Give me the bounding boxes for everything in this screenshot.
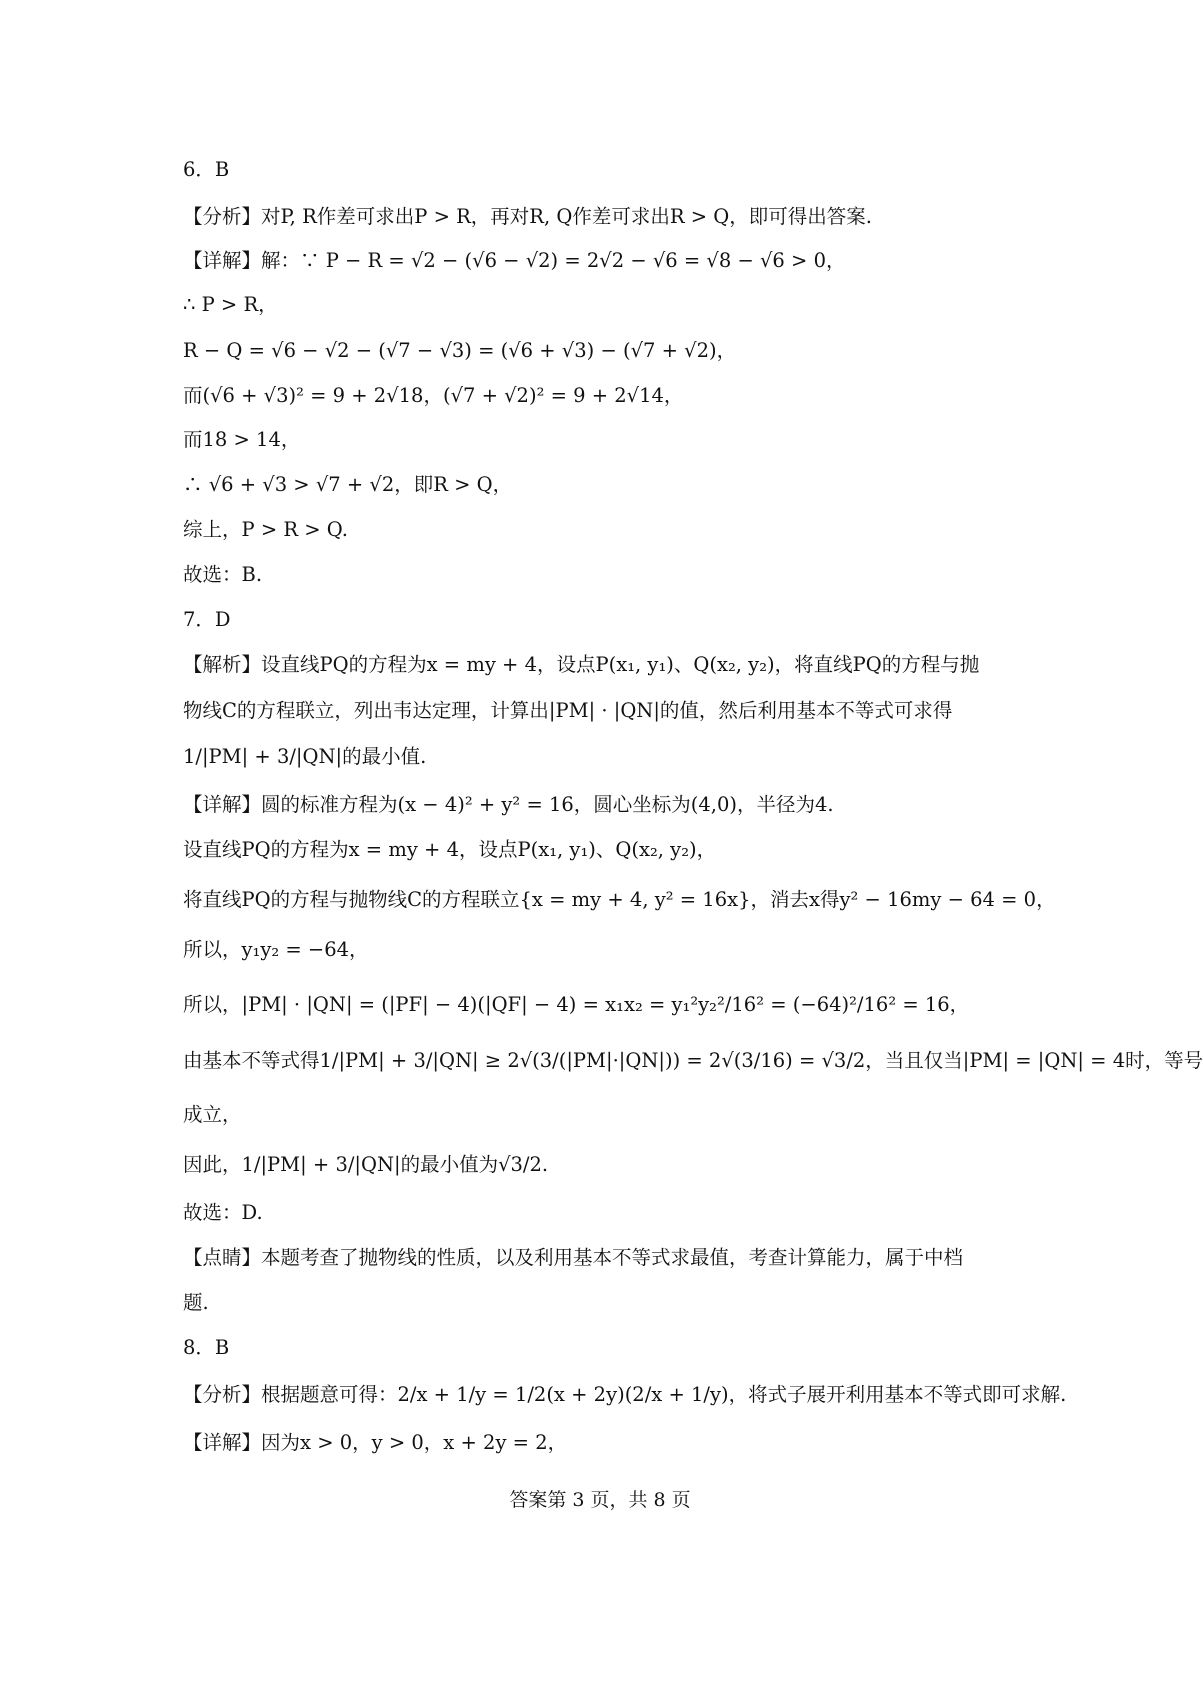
answer-heading-8: 8．B bbox=[183, 1336, 230, 1359]
page-footer: 答案第 3 页，共 8 页 bbox=[509, 1489, 691, 1511]
detail-line-7-5: 所以，|PM| · |QN| = (|PF| − 4)(|QF| − 4) = x₁x₂ = y₁²y₂²/16² = (−64)²/16² = 16， bbox=[183, 993, 970, 1016]
comment-line-7-1: 【点睛】本题考查了抛物线的性质，以及利用基本不等式求最值，考查计算能力，属于中档 bbox=[183, 1246, 964, 1269]
analysis-paragraph-6: 【分析】对P, R作差可求出P > R，再对R, Q作差可求出R > Q，即可得出答案. bbox=[183, 205, 872, 228]
summary-line-6: 综上，P > R > Q. bbox=[183, 518, 348, 541]
detail-line-6-3: R − Q = √6 − √2 − (√7 − √3) = (√6 + √3) − (√7 + √2)， bbox=[183, 339, 737, 362]
analysis-line-7-3: 1/|PM| + 3/|QN|的最小值. bbox=[183, 745, 427, 768]
answer-heading-7: 7．D bbox=[183, 608, 231, 631]
answer-heading-6: 6．B bbox=[183, 158, 230, 181]
detail-line-7-7: 成立， bbox=[183, 1103, 242, 1126]
detail-line-7-3: 将直线PQ的方程与抛物线C的方程联立{x = my + 4, y² = 16x}，消去x得y² − 16my − 64 = 0， bbox=[183, 888, 1056, 911]
choice-line-6: 故选：B. bbox=[183, 563, 263, 586]
detail-line-7-2: 设直线PQ的方程为x = my + 4，设点P(x₁, y₁)、Q(x₂, y₂)， bbox=[183, 838, 717, 861]
comment-line-7-2: 题. bbox=[183, 1291, 209, 1314]
detail-line-7-6: 由基本不等式得1/|PM| + 3/|QN| ≥ 2√(3/(|PM|·|QN|)) = 2√(3/16) = √3/2，当且仅当|PM| = |QN| = 4时，等号 bbox=[183, 1049, 1203, 1072]
detail-line-8: 【详解】因为x > 0，y > 0，x + 2y = 2， bbox=[183, 1431, 568, 1454]
conclusion-line-7: 因此，1/|PM| + 3/|QN|的最小值为√3/2. bbox=[183, 1153, 549, 1176]
detail-line-6-4: 而(√6 + √3)² = 9 + 2√18，(√7 + √2)² = 9 + 2√14， bbox=[183, 384, 684, 407]
detail-line-7-1: 【详解】圆的标准方程为(x − 4)² + y² = 16，圆心坐标为(4,0)，半径为4. bbox=[183, 793, 834, 816]
detail-line-6-5: 而18 > 14， bbox=[183, 428, 301, 451]
analysis-line-8: 【分析】根据题意可得：2/x + 1/y = 1/2(x + 2y)(2/x + 1/y)，将式子展开利用基本不等式即可求解. bbox=[183, 1383, 1067, 1406]
detail-line-6-1: 【详解】解：∵ P − R = √2 − (√6 − √2) = 2√2 − √6 = √8 − √6 > 0， bbox=[183, 249, 846, 272]
detail-line-6-6: ∴ √6 + √3 > √7 + √2，即R > Q， bbox=[183, 473, 513, 496]
choice-line-7: 故选：D. bbox=[183, 1201, 263, 1224]
detail-line-6-2: ∴ P > R， bbox=[183, 293, 278, 316]
analysis-line-7-2: 物线C的方程联立，列出韦达定理，计算出|PM| · |QN|的值，然后利用基本不等式可求得 bbox=[183, 699, 953, 722]
analysis-line-7-1: 【解析】设直线PQ的方程为x = my + 4，设点P(x₁, y₁)、Q(x₂, y₂)，将直线PQ的方程与抛 bbox=[183, 653, 980, 676]
detail-line-7-4: 所以，y₁y₂ = −64， bbox=[183, 938, 369, 961]
